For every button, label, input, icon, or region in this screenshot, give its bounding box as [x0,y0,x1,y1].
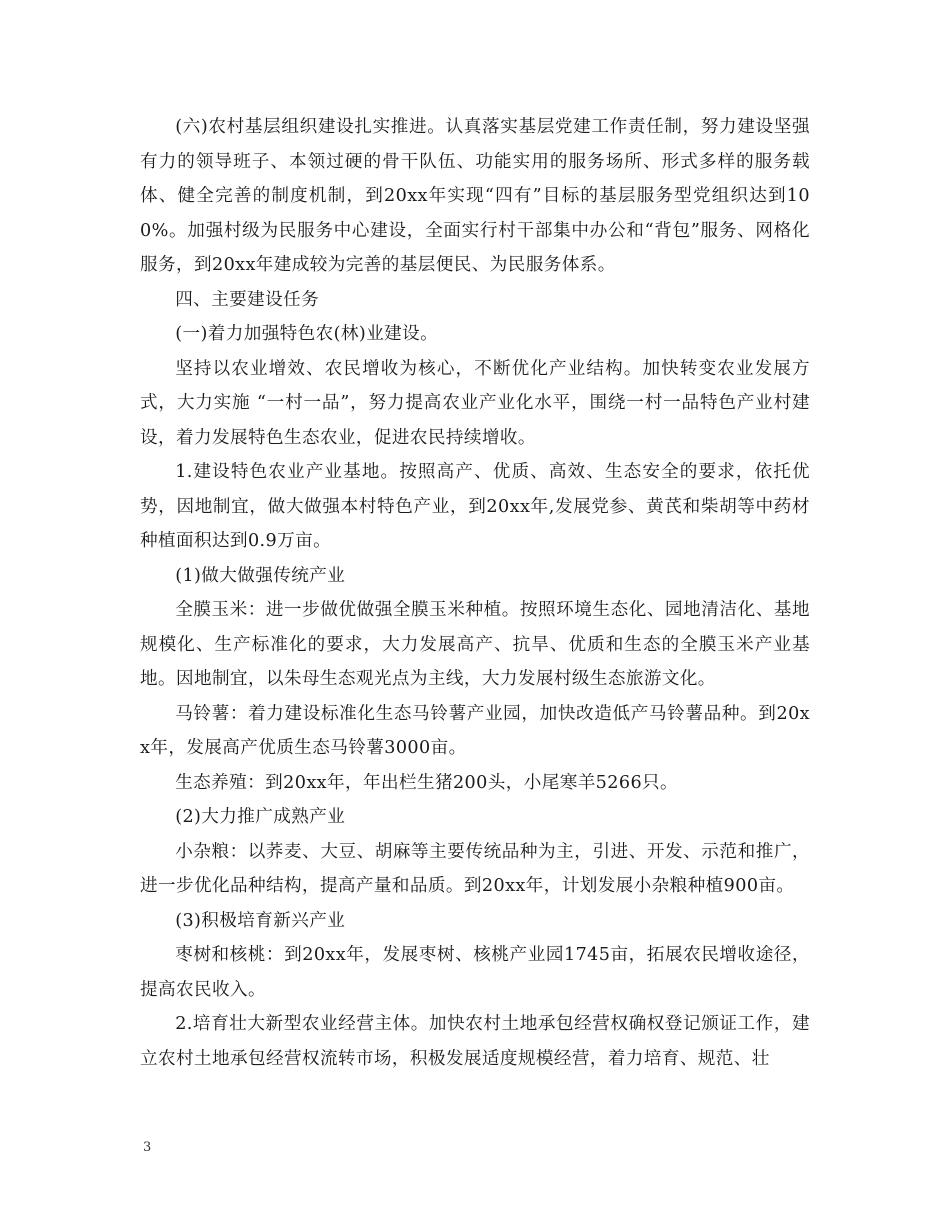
paragraph: 小杂粮：以荞麦、大豆、胡麻等主要传统品种为主，引进、开发、示范和推广，进一步优化品种结构，提高产量和品质。到20xx年，计划发展小杂粮种植900亩。 [140,841,810,896]
paragraph: 2.培育壮大新型农业经营主体。加快农村土地承包经营权确权登记颁证工作，建立农村土地承包经营权流转市场，积极发展适度规模经营，着力培育、规范、壮 [140,1014,810,1069]
paragraph: 坚持以农业增效、农民增收为核心，不断优化产业结构。加快转变农业发展方式，大力实施 “一村一品”，努力提高农业产业化水平，围绕一村一品特色产业村建设，着力发展特色生态农业，促进农民持续增收。 [140,358,810,448]
subsection-heading: (3)积极培育新兴产业 [175,910,346,931]
section-heading: 四、主要建设任务 [175,289,320,310]
paragraph: (六)农村基层组织建设扎实推进。认真落实基层党建工作责任制，努力建设坚强有力的领导班子、本领过硬的骨干队伍、功能实用的服务场所、形式多样的服务载体、健全完善的制度机制，到20xx年实现“四有”目标的基层服务型党组织达到100%。加强村级为民服务中心建设，全面实行村干部集中办公和“背包”服务、网格化服务，到20xx年建成较为完善的基层便民、为民服务体系。 [140,117,810,275]
paragraph: 马铃薯：着力建设标准化生态马铃薯产业园，加快改造低产马铃薯品种。到20xx年，发展高产优质生态马铃薯3000亩。 [140,703,810,758]
subsection-heading: (1)做大做强传统产业 [175,565,346,586]
subsection-heading: (2)大力推广成熟产业 [175,807,346,827]
paragraph: 生态养殖：到20xx年，年出栏生猪200头，小尾寒羊5266只。 [175,772,679,793]
paragraph: 1.建设特色农业产业基地。按照高产、优质、高效、生态安全的要求，依托优势，因地制宜，做大做强本村特色产业，到20xx年,发展党参、黄芪和柴胡等中药材种植面积达到0.9万亩。 [140,462,810,551]
document-body [140,110,810,1076]
page-number: 3 [143,1140,152,1155]
subsection-heading: (一)着力加强特色农(林)业建设。 [175,324,439,344]
paragraph: 枣树和核桃：到20xx年，发展枣树、核桃产业园1745亩，拓展农民增收途径，提高农民收入。 [140,945,810,1000]
paragraph: 全膜玉米：进一步做优做强全膜玉米种植。按照环境生态化、园地清洁化、基地规模化、生产标准化的要求，大力发展高产、抗旱、优质和生态的全膜玉米产业基地。因地制宜，以朱母生态观光点为主线，大力发展村级生态旅游文化。 [140,600,810,689]
